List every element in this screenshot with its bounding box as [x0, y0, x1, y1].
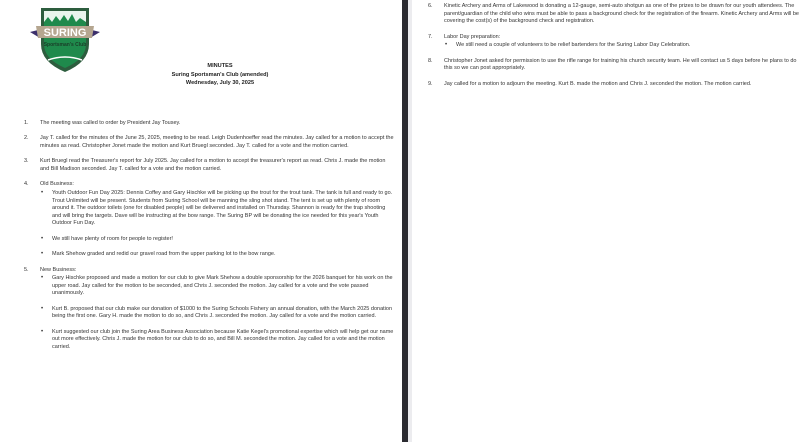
bullet-icon: • — [41, 275, 44, 282]
item-text: The meeting was called to order by President Jay Tousey. — [40, 120, 181, 126]
bullet-item: • We still have plenty of room for people to register! — [41, 235, 173, 242]
minutes-item-3 — [24, 158, 394, 173]
old-business-bullets — [40, 190, 394, 259]
item-number: 6. — [428, 3, 433, 9]
item-text: Christopher Jonet asked for permission to use the rifle range for training his church security team. He will contact us 5 days before he plans to do this so we can post appropriately. — [444, 57, 797, 72]
document-heading: MINUTES — [207, 63, 233, 69]
meeting-date: Wednesday, July 30, 2025 — [185, 80, 255, 86]
item-number: 5. — [24, 266, 29, 273]
minutes-item-7-labor-day — [428, 34, 800, 50]
bullet-icon: • — [41, 189, 44, 196]
labor-day-bullets — [444, 42, 800, 50]
document-title-block — [120, 62, 320, 88]
minutes-item-1 — [24, 120, 394, 128]
minutes-list-left — [24, 120, 394, 359]
bullet-item: • Mark Shehow graded and redid our gravel road from the upper parking lot to the bow range. — [41, 251, 276, 258]
minutes-list-right — [428, 3, 800, 96]
item-number: 4. — [24, 181, 29, 188]
item-text: Jay T. called for the minutes of the June 25, 2025, meeting to be read. Leigh Dudenhoeffer read the minutes. Jay called for a motion to accept the minutes as read. Christopher Jonet made the motion and Kurt Bruegl seconded. Jay T. called for a vote and the motion carried. — [40, 135, 394, 149]
item-number: 8. — [428, 57, 433, 64]
minutes-item-4-old-business — [24, 181, 394, 258]
document-page-left — [0, 0, 402, 442]
item-number: 7. — [428, 33, 433, 40]
minutes-item-2 — [24, 135, 394, 150]
item-number: 2. — [24, 135, 29, 142]
bullet-icon: • — [445, 42, 448, 49]
item-number: 1. — [24, 120, 29, 126]
item-number: 3. — [24, 158, 29, 165]
bullet-item: • Kurt suggested our club join the Suring Area Business Association because Katie Kegel's promotional expertise which will help get our name out more effectively. Chris J. made the motion for our club to do so, and Bill M. seconded the motion. Jay called for a vote and the motion carried. — [41, 328, 394, 350]
item-text: Old Business: — [40, 181, 74, 188]
svg-text:Sportsman's Club: Sportsman's Club — [43, 42, 87, 48]
item-text: Labor Day preparation: — [444, 33, 501, 40]
item-text: Jay called for a motion to adjourn the meeting. Kurt B. made the motion and Chris J. seconded the motion. The motion carried. — [444, 80, 752, 87]
new-business-bullets — [40, 275, 394, 351]
bullet-item: • Kurt B. proposed that our club make our donation of $1000 to the Suring Schools Fishery an annual donation, with the March 2025 donation being the first one. Gary H. made the motion to do so, and Chris J. seconded the motion. Jay called for a vote and the motion carried. — [41, 305, 392, 320]
minutes-item-9 — [428, 81, 800, 89]
bullet-item: • We still need a couple of volunteers to be relief bartenders for the Suring Labor Day Celebration. — [445, 42, 691, 49]
svg-text:SURING: SURING — [43, 27, 87, 39]
bullet-icon: • — [41, 328, 44, 335]
organization-name: Suring Sportsman's Club (amended) — [171, 71, 269, 78]
item-number: 9. — [428, 80, 433, 87]
bullet-item: • Youth Outdoor Fun Day 2025: Dennis Coffey and Gary Hischke will be picking up the trout for the trout tank. The tank is full and ready to go. Trout Unlimited will be present. Students from Suring School will be manning the sling shot stand. The tent is set up with plenty of room around it. The outdoor toilets (one for disabled people) will be delivered and installed on Thursday. Shannon is ready for the trap shooting and will bring the targets. Dave will be instructing at the bow range. The Suring BP will be donating the ice needed for this year's Youth Outdoor Fun Day. — [41, 189, 393, 227]
minutes-item-6 — [428, 3, 800, 26]
minutes-item-5-new-business — [24, 267, 394, 352]
club-logo-icon — [26, 2, 104, 74]
minutes-item-8 — [428, 58, 800, 73]
bullet-icon: • — [41, 235, 44, 242]
document-page-right — [412, 0, 810, 442]
bullet-item: • Gary Hischke proposed and made a motion for our club to give Mark Shehow a double sponsorship for the 2026 banquet for his work on the upper road. Jay called for the motion to be seconded, and Chris J. seconded the motion. Jay called for a vote and the vote passed unanimously. — [41, 275, 393, 297]
item-text: Kurt Bruegl read the Treasurer's report for July 2025. Jay called for a motion to accept the treasurer's report as read. Chris J. made the motion and Bill Madison seconded. Jay T. called for a vote and the motion carried. — [40, 158, 386, 172]
bullet-icon: • — [41, 251, 44, 258]
item-text: New Business: — [40, 266, 77, 273]
item-text: Kinetic Archery and Arms of Lakewood is donating a 12-gauge, semi-auto shotgun as one of the prizes to be drawn for our youth attendees. The parent/guardian of the child who wins must be able to pass a background check for the registration of the firearm. Kinetic Archery and Arms will be covering the cost(s) of the background check and registration. — [444, 3, 799, 25]
bullet-icon: • — [41, 305, 44, 312]
